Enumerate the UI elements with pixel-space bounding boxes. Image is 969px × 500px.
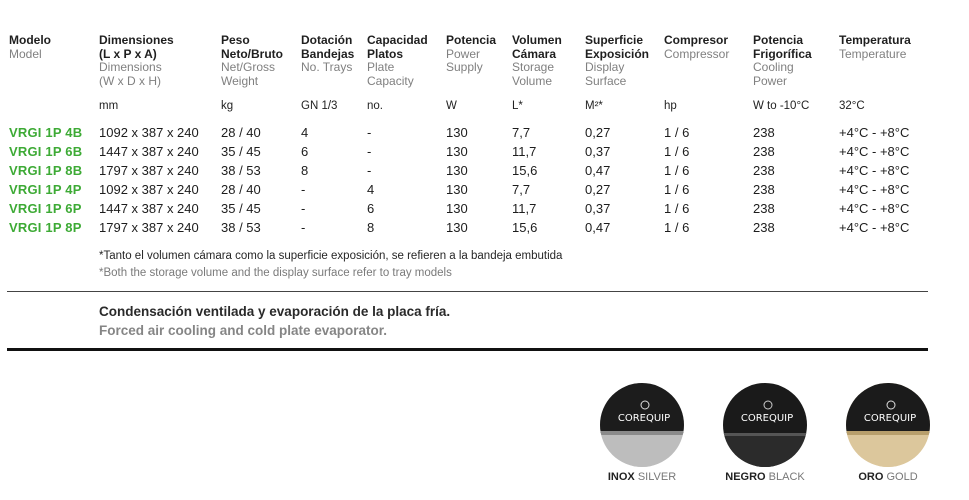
cell-temperature: +4°C - +8°C (839, 125, 910, 140)
model-name: VRGI 1P 4P (9, 182, 82, 197)
header-dimensions-es: Dimensiones (99, 33, 174, 47)
header-model (9, 34, 51, 61)
cell-trays: - (301, 220, 306, 235)
finish-label-silver (582, 471, 702, 483)
cell-surface: 0,47 (585, 163, 611, 178)
footnote-en: *Both the storage volume and the display surface refer to tray models (99, 267, 452, 279)
header-weight-en: Weight (221, 73, 259, 88)
cell-dimensions: 1797 x 387 x 240 (99, 220, 199, 235)
unit-plates: no. (367, 100, 383, 112)
gold-cabinet-icon (846, 383, 930, 467)
finish-label-gold (828, 471, 948, 483)
finish-label-black (705, 471, 825, 483)
cell-weight: 38 / 53 (221, 163, 261, 178)
cell-trays: 4 (301, 125, 309, 140)
cell-dimensions: 1447 x 387 x 240 (99, 201, 199, 216)
condensation-text-en: Forced air cooling and cold plate evaporator. (99, 323, 388, 338)
cell-cooling: 238 (753, 201, 775, 216)
svg-text:COREQUIP: COREQUIP (617, 413, 671, 424)
unit-volume: L* (512, 100, 523, 112)
cell-volume: 11,7 (512, 201, 537, 216)
condensation-text-es: Condensación ventilada y evaporación de la placa fría. (99, 304, 451, 319)
header-trays (301, 34, 354, 75)
cell-surface: 0,27 (585, 125, 611, 140)
cell-cooling: 238 (753, 144, 775, 159)
header-surface-en: Surface (585, 73, 627, 88)
header-dimensions-es: (L x P x A) (99, 46, 157, 61)
header-power-en: Power (446, 46, 481, 61)
cell-volume: 11,7 (512, 144, 537, 159)
header-temperature-es: Temperatura (839, 33, 911, 47)
header-cooling-es: Potencia (753, 33, 804, 47)
cell-dimensions: 1447 x 387 x 240 (99, 144, 199, 159)
unit-surface: M²* (585, 100, 603, 112)
cell-temperature: +4°C - +8°C (839, 182, 910, 197)
header-volume-en: Volume (512, 73, 553, 88)
cell-power: 130 (446, 182, 468, 197)
model-name: VRGI 1P 4B (9, 125, 83, 140)
header-trays-es: Bandejas (301, 46, 355, 61)
header-plates-es: Capacidad (367, 33, 428, 47)
unit-trays: GN 1/3 (301, 100, 338, 112)
cell-surface: 0,37 (585, 144, 611, 159)
silver-cabinet-icon (600, 383, 684, 467)
cell-temperature: +4°C - +8°C (839, 201, 910, 216)
unit-temperature: 32°C (839, 100, 865, 112)
unit-compressor: hp (664, 100, 677, 112)
cell-compressor: 1 / 6 (664, 201, 690, 216)
finish-swatch-black[interactable] (723, 383, 807, 467)
cell-weight: 35 / 45 (221, 201, 261, 216)
cell-dimensions: 1092 x 387 x 240 (99, 182, 199, 197)
finish-label-silver-es: INOX (607, 471, 635, 483)
header-volume-es: Volumen (512, 33, 562, 47)
header-power (446, 34, 496, 75)
cell-cooling: 238 (753, 220, 775, 235)
cell-surface: 0,27 (585, 182, 611, 197)
model-name: VRGI 1P 6B (9, 144, 83, 159)
cell-temperature: +4°C - +8°C (839, 163, 910, 178)
cell-plates: 6 (367, 201, 375, 216)
cell-power: 130 (446, 201, 468, 216)
cell-volume: 7,7 (512, 125, 531, 140)
svg-text:COREQUIP: COREQUIP (740, 413, 794, 424)
header-weight-en: Net/Gross (221, 60, 276, 74)
header-power-es: Potencia (446, 33, 497, 47)
cell-weight: 28 / 40 (221, 182, 261, 197)
cell-temperature: +4°C - +8°C (839, 144, 910, 159)
table-row (0, 163, 969, 182)
cell-compressor: 1 / 6 (664, 125, 690, 140)
header-surface (585, 34, 649, 88)
header-surface-en: Display (585, 60, 625, 74)
cell-compressor: 1 / 6 (664, 220, 690, 235)
finish-swatch-silver[interactable] (600, 383, 684, 467)
header-cooling (753, 34, 812, 88)
header-plates (367, 34, 428, 88)
cell-plates: - (367, 144, 372, 159)
header-weight-es: Peso (221, 33, 250, 47)
header-weight (221, 34, 283, 88)
unit-power: W (446, 100, 457, 112)
header-power-en: Supply (446, 60, 483, 74)
cell-weight: 38 / 53 (221, 220, 261, 235)
cell-cooling: 238 (753, 182, 775, 197)
divider-thick (7, 348, 928, 351)
finish-swatch-gold[interactable] (846, 383, 930, 467)
black-cabinet-icon (723, 383, 807, 467)
finish-label-black-es: NEGRO (725, 471, 766, 483)
header-plates-en: Plate (367, 60, 395, 74)
cell-dimensions: 1797 x 387 x 240 (99, 163, 199, 178)
cell-volume: 15,6 (512, 220, 538, 235)
table-row (0, 182, 969, 201)
footnote-es: *Tanto el volumen cámara como la superficie exposición, se refieren a la bandeja embutida (99, 250, 563, 262)
cell-plates: 8 (367, 220, 375, 235)
unit-cooling: W to -10°C (753, 100, 810, 112)
cell-surface: 0,37 (585, 201, 611, 216)
cell-trays: - (301, 182, 306, 197)
header-surface-es: Exposición (585, 46, 650, 61)
cell-trays: 8 (301, 163, 309, 178)
finish-label-gold-en: GOLD (886, 471, 918, 483)
header-cooling-es: Frigorífica (753, 46, 812, 61)
header-volume-es: Cámara (512, 46, 557, 61)
header-plates-es: Platos (367, 46, 404, 61)
svg-text:COREQUIP: COREQUIP (863, 413, 917, 424)
cell-weight: 28 / 40 (221, 125, 261, 140)
cell-surface: 0,47 (585, 220, 611, 235)
cell-cooling: 238 (753, 125, 775, 140)
model-name: VRGI 1P 6P (9, 201, 82, 216)
cell-compressor: 1 / 6 (664, 163, 690, 178)
cell-cooling: 238 (753, 163, 775, 178)
cell-compressor: 1 / 6 (664, 182, 690, 197)
cell-weight: 35 / 45 (221, 144, 261, 159)
finish-label-gold-es: ORO (858, 471, 884, 483)
model-name: VRGI 1P 8P (9, 220, 82, 235)
unit-dimensions: mm (99, 100, 119, 112)
cell-plates: - (367, 163, 372, 178)
model-name: VRGI 1P 8B (9, 163, 83, 178)
cell-power: 130 (446, 220, 468, 235)
cell-power: 130 (446, 144, 468, 159)
header-compressor (664, 34, 729, 61)
header-model-en: Model (9, 46, 42, 61)
header-dimensions (99, 34, 174, 88)
cell-dimensions: 1092 x 387 x 240 (99, 125, 199, 140)
header-surface-es: Superficie (585, 33, 644, 47)
header-trays-en: No. Trays (301, 60, 353, 74)
header-model-es: Modelo (9, 33, 51, 47)
cell-volume: 15,6 (512, 163, 538, 178)
header-dimensions-en: Dimensions (99, 60, 162, 74)
header-volume-en: Storage (512, 60, 555, 74)
cell-volume: 7,7 (512, 182, 531, 197)
header-compressor-en: Compressor (664, 46, 730, 61)
unit-weight: kg (221, 100, 234, 112)
header-trays-es: Dotación (301, 33, 353, 47)
header-weight-es: Neto/Bruto (221, 46, 283, 61)
header-temperature-en: Temperature (839, 46, 907, 61)
header-plates-en: Capacity (367, 73, 414, 88)
header-cooling-en: Power (753, 73, 788, 88)
cell-plates: - (367, 125, 372, 140)
table-row (0, 125, 969, 144)
header-volume (512, 34, 562, 88)
header-compressor-es: Compresor (664, 33, 729, 47)
header-cooling-en: Cooling (753, 60, 794, 74)
table-row (0, 144, 969, 163)
finish-label-black-en: BLACK (768, 471, 805, 483)
cell-power: 130 (446, 125, 468, 140)
cell-power: 130 (446, 163, 468, 178)
cell-plates: 4 (367, 182, 375, 197)
header-temperature (839, 34, 911, 61)
table-row (0, 220, 969, 239)
cell-temperature: +4°C - +8°C (839, 220, 910, 235)
table-row (0, 201, 969, 220)
cell-trays: - (301, 201, 306, 216)
finish-label-silver-en: SILVER (637, 471, 677, 483)
divider-thin (7, 291, 928, 292)
cell-trays: 6 (301, 144, 309, 159)
header-dimensions-en: (W x D x H) (99, 73, 161, 88)
cell-compressor: 1 / 6 (664, 144, 690, 159)
